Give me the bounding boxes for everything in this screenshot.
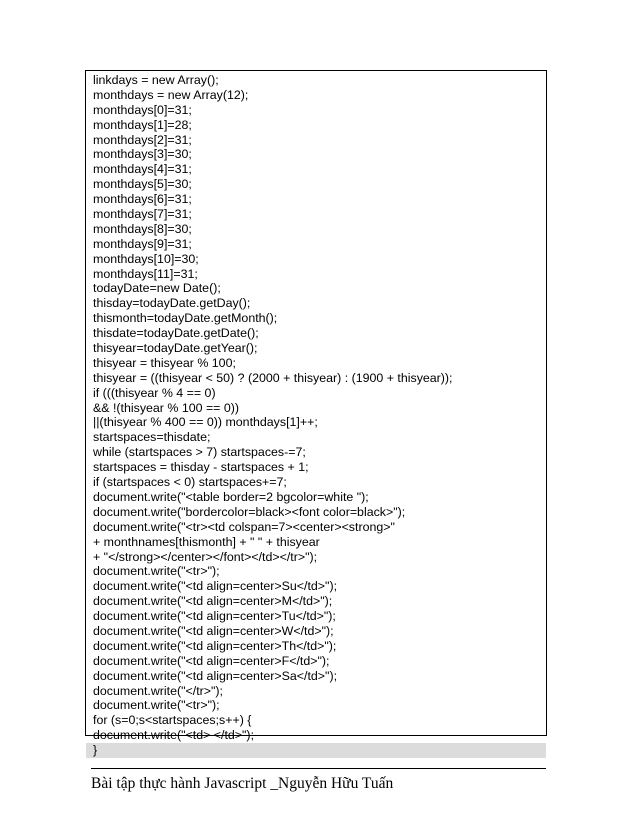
code-line: ||(thisyear % 400 == 0)) monthdays[1]++; bbox=[93, 415, 318, 430]
code-line: document.write("<td align=center>Sa</td>"); bbox=[93, 668, 338, 683]
code-line: if (((thisyear % 4 == 0) bbox=[93, 385, 216, 400]
code-line: monthdays[3]=30; bbox=[93, 147, 192, 162]
code-line: if (startspaces < 0) startspaces+=7; bbox=[93, 475, 287, 490]
code-line: document.write("<tr><td colspan=7><center><strong>" bbox=[93, 519, 395, 534]
code-line: + monthnames[thismonth] + " " + thisyear bbox=[93, 534, 320, 549]
code-line: monthdays[10]=30; bbox=[93, 251, 199, 266]
code-line: linkdays = new Array(); bbox=[93, 73, 219, 87]
code-line: startspaces=thisdate; bbox=[93, 430, 211, 445]
code-line: document.write("<td align=center>M</td>"); bbox=[93, 594, 333, 609]
code-line: document.write("<td align=center>F</td>"); bbox=[93, 653, 330, 668]
code-line: document.write("<tr>"); bbox=[93, 698, 220, 713]
code-line: thisyear = ((thisyear < 50) ? (2000 + thisyear) : (1900 + thisyear)); bbox=[93, 370, 453, 385]
code-line: document.write("</tr>"); bbox=[93, 683, 223, 698]
code-line: monthdays[5]=30; bbox=[93, 177, 192, 192]
code-line: document.write("bordercolor=black><font color=black>"); bbox=[93, 504, 406, 519]
footer-divider bbox=[91, 768, 546, 769]
code-line: monthdays = new Array(12); bbox=[93, 87, 249, 102]
code-line: document.write("<table border=2 bgcolor=white "); bbox=[93, 489, 369, 504]
code-line: monthdays[2]=31; bbox=[93, 132, 192, 147]
code-line: + "</strong></center></font></td></tr>"); bbox=[93, 549, 318, 564]
code-line: thisdate=todayDate.getDate(); bbox=[93, 326, 259, 341]
code-line: document.write("<td align=center>Th</td>"); bbox=[93, 638, 337, 653]
code-line: thisday=todayDate.getDay(); bbox=[93, 296, 251, 311]
code-line: document.write("<tr>"); bbox=[93, 564, 220, 579]
code-line: document.write("<td align=center>Tu</td>"); bbox=[93, 609, 336, 624]
code-listing bbox=[85, 70, 547, 758]
code-line: monthdays[6]=31; bbox=[93, 192, 192, 207]
page-footer: Bài tập thực hành Javascript _Nguyễn Hữu Tuấn bbox=[91, 775, 394, 792]
code-line: todayDate=new Date(); bbox=[93, 281, 221, 296]
code-line: monthdays[7]=31; bbox=[93, 207, 192, 222]
code-line: thismonth=todayDate.getMonth(); bbox=[93, 311, 278, 326]
code-line: monthdays[4]=31; bbox=[93, 162, 192, 177]
code-line: monthdays[0]=31; bbox=[93, 102, 192, 117]
code-line: monthdays[1]=28; bbox=[93, 117, 192, 132]
code-line: document.write("<td align=center>W</td>"); bbox=[93, 623, 334, 638]
code-line: document.write("<td align=center>Su</td>"); bbox=[93, 579, 338, 594]
code-line: document.write("<td> </td>"); bbox=[93, 728, 255, 743]
code-line: monthdays[9]=31; bbox=[93, 236, 192, 251]
code-line: thisyear=todayDate.getYear(); bbox=[93, 341, 258, 356]
code-line: thisyear = thisyear % 100; bbox=[93, 355, 236, 370]
code-line: } bbox=[86, 743, 546, 758]
code-line: while (startspaces > 7) startspaces-=7; bbox=[93, 445, 306, 460]
code-line: startspaces = thisday - startspaces + 1; bbox=[93, 460, 309, 475]
code-line: monthdays[11]=31; bbox=[93, 266, 198, 281]
code-line: monthdays[8]=30; bbox=[93, 221, 192, 236]
code-line: && !(thisyear % 100 == 0)) bbox=[93, 400, 240, 415]
code-line: for (s=0;s<startspaces;s++) { bbox=[93, 713, 252, 728]
